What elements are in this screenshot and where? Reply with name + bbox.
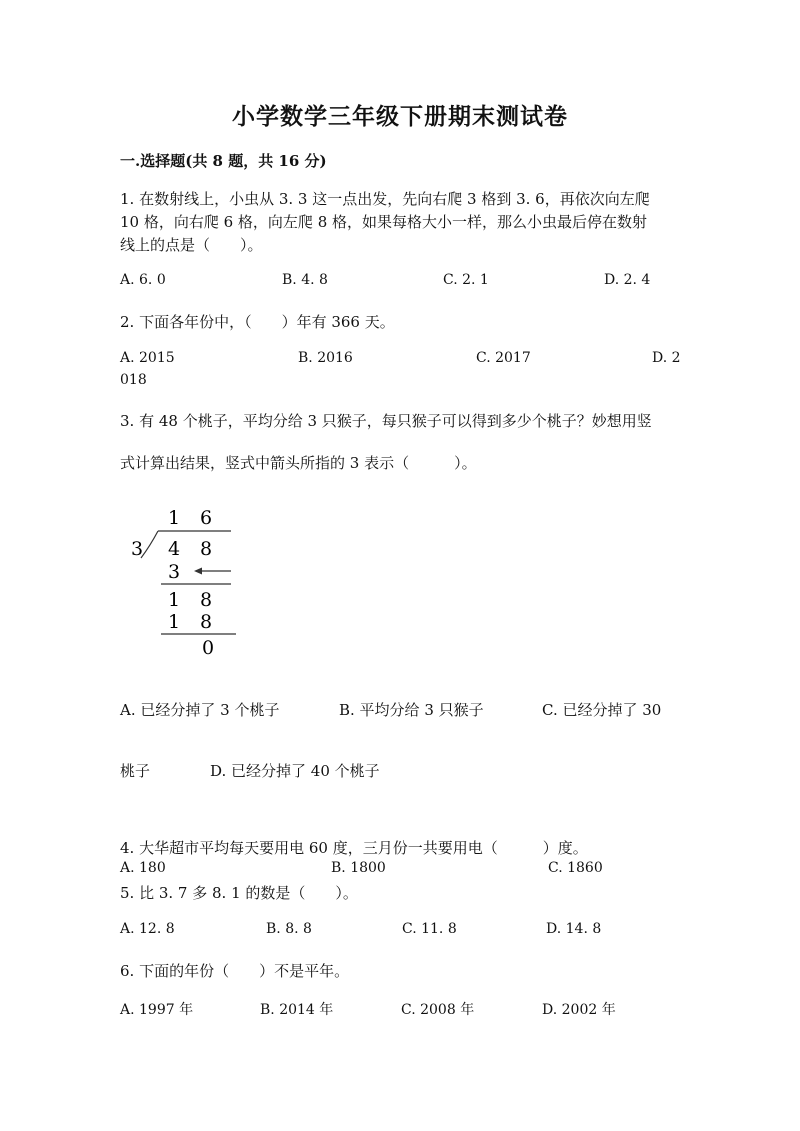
q4-option-b[interactable]: B. 1800 — [331, 860, 386, 876]
dividend-digit-1: 4 — [168, 538, 181, 560]
q5-option-c[interactable]: C. 11. 8 — [402, 921, 457, 937]
section-heading: 一.选择题(共 8 题，共 16 分) — [120, 152, 327, 170]
quotient-digit-1: 1 — [168, 507, 181, 529]
q3-option-c-wrap: 桃子 — [120, 762, 151, 780]
q3-option-d[interactable]: D. 已经分掉了 40 个桃子 — [210, 762, 380, 780]
q3-line-1: 3. 有 48 个桃子，平均分给 3 只猴子，每只猴子可以得到多少个桃子？妙想用竖 — [120, 412, 652, 430]
q3-option-b[interactable]: B. 平均分给 3 只猴子 — [339, 701, 484, 719]
q5-text: 5. 比 3. 7 多 8. 1 的数是（ ）。 — [120, 884, 358, 902]
q2-option-b[interactable]: B. 2016 — [298, 350, 353, 366]
q4-text: 4. 大华超市平均每天要用电 60 度，三月份一共要用电（ ）度。 — [120, 839, 588, 857]
q1-line-2: 10 格，向右爬 6 格，向左爬 8 格，如果每格大小一样，那么小虫最后停在数射 — [120, 213, 648, 231]
q1-line-3: 线上的点是（ ）。 — [120, 236, 263, 254]
q2-option-c[interactable]: C. 2017 — [476, 350, 531, 366]
dividend-digit-2: 8 — [200, 538, 213, 560]
q5-option-a[interactable]: A. 12. 8 — [120, 921, 175, 937]
q3-option-c[interactable]: C. 已经分掉了 30 — [542, 701, 662, 719]
quotient-digit-2: 6 — [200, 507, 213, 529]
long-division-figure — [128, 500, 248, 665]
division-bracket — [141, 531, 158, 558]
q4-option-a[interactable]: A. 180 — [120, 860, 166, 876]
page-title: 小学数学三年级下册期末测试卷 — [232, 103, 568, 130]
q2-text: 2. 下面各年份中，（ ）年有 366 天。 — [120, 313, 395, 331]
q3-line-2: 式计算出结果，竖式中箭头所指的 3 表示（ ）。 — [120, 454, 477, 472]
q6-option-a[interactable]: A. 1997 年 — [120, 1002, 194, 1018]
arrow-head-icon — [194, 568, 202, 575]
step2-digit-1: 1 — [168, 589, 181, 611]
divisor: 3 — [131, 538, 144, 560]
q6-option-c[interactable]: C. 2008 年 — [401, 1002, 475, 1018]
q1-line-1: 1. 在数射线上，小虫从 3. 3 这一点出发，先向右爬 3 格到 3. 6，再依次向左爬 — [120, 190, 650, 208]
step1-value: 3 — [168, 561, 181, 583]
q2-option-d[interactable]: D. 2 — [652, 350, 681, 366]
q2-option-d-wrap: 018 — [120, 372, 147, 388]
q5-option-d[interactable]: D. 14. 8 — [546, 921, 602, 937]
q4-option-c[interactable]: C. 1860 — [548, 860, 603, 876]
q3-option-a[interactable]: A. 已经分掉了 3 个桃子 — [120, 701, 280, 719]
q1-option-c[interactable]: C. 2. 1 — [443, 272, 489, 288]
step3-digit-1: 1 — [168, 611, 181, 633]
remainder: 0 — [202, 637, 215, 659]
q5-option-b[interactable]: B. 8. 8 — [266, 921, 312, 937]
q1-option-d[interactable]: D. 2. 4 — [604, 272, 651, 288]
q1-option-a[interactable]: A. 6. 0 — [120, 272, 166, 288]
step2-digit-2: 8 — [200, 589, 213, 611]
q6-text: 6. 下面的年份（ ）不是平年。 — [120, 962, 350, 980]
q6-option-b[interactable]: B. 2014 年 — [260, 1002, 334, 1018]
q2-option-a[interactable]: A. 2015 — [120, 350, 175, 366]
step3-digit-2: 8 — [200, 611, 213, 633]
q6-option-d[interactable]: D. 2002 年 — [542, 1002, 616, 1018]
q1-option-b[interactable]: B. 4. 8 — [282, 272, 328, 288]
